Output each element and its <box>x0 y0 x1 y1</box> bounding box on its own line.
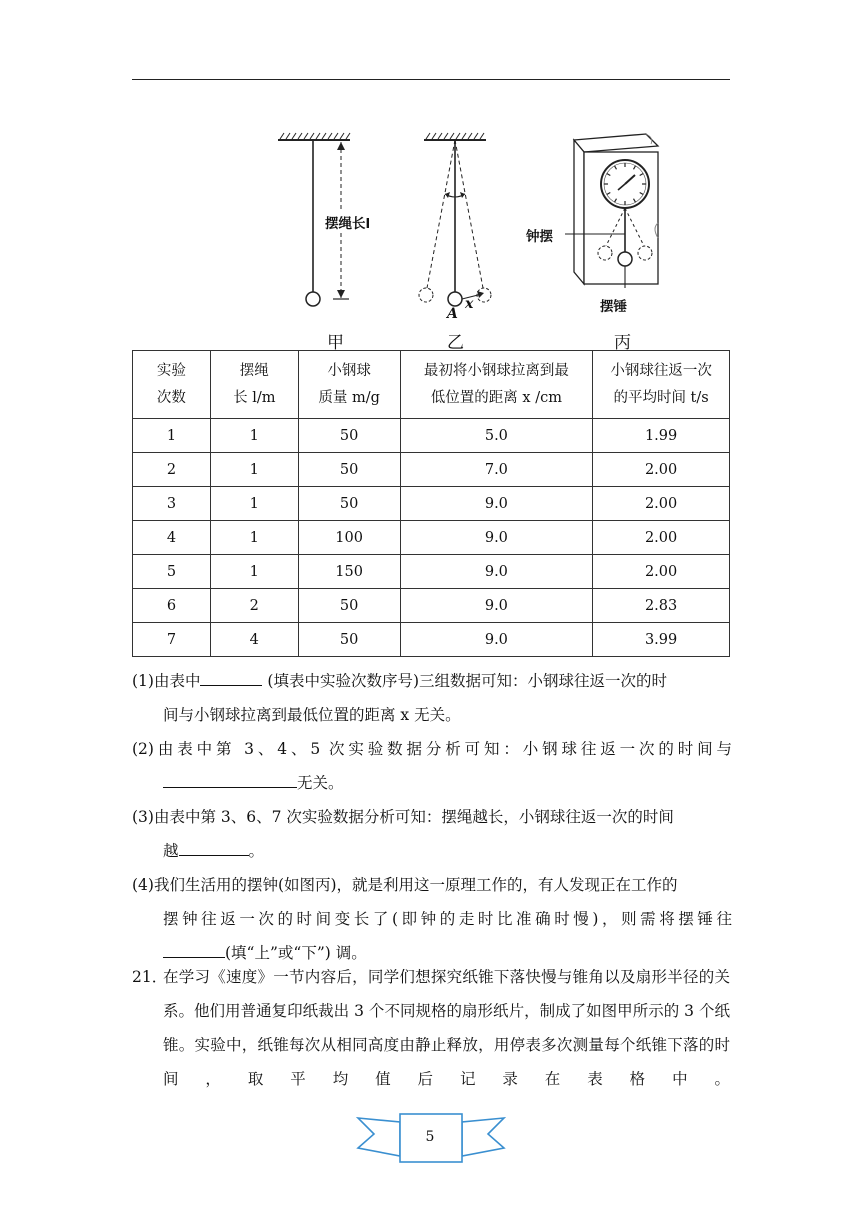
caption-jia: 甲 <box>327 333 344 353</box>
answer-blank-4[interactable] <box>163 937 225 958</box>
question-1: (1)由表中 (填表中实验次数序号)三组数据可知：小钢球往返一次的时 间与小钢球拉离到最低位置的距离 x 无关。 <box>132 664 732 732</box>
table-row: 3 1 50 9.0 2.00 <box>133 487 730 521</box>
question-21-text: 在学习《速度》一节内容后，同学们想探究纸锥下落快慢与锥角以及扇形半径的关系。他们用普通复印纸裁出 3 个不同规格的扇形纸片，制成了如图甲所示的 3 个纸锥。实验中，纸锥每次从相同高度由静止释放，用停表多次测量每个纸锥下落的时间，取平均值后记录在表格中。 <box>163 968 730 1088</box>
rope-length-label: 摆绳长l <box>325 216 371 232</box>
header-rule <box>132 79 730 80</box>
table-row: 5 1 150 9.0 2.00 <box>133 555 730 589</box>
question-3: (3)由表中第 3、6、7 次实验数据分析可知：摆绳越长，小钢球往返一次的时间 越 。 <box>132 808 674 860</box>
table-row: 6 2 50 9.0 2.83 <box>133 589 730 623</box>
header-rope-length: 摆绳 长 l/m <box>210 351 298 419</box>
table-header-row <box>133 351 730 419</box>
answer-blank-2[interactable] <box>163 767 297 788</box>
page-number: 5 <box>425 1129 435 1145</box>
question-21-number: 21． <box>132 968 168 986</box>
x-label: x <box>465 296 474 312</box>
answer-blank-1[interactable] <box>200 665 262 686</box>
header-ball-mass: 小钢球 质量 m/g <box>298 351 400 419</box>
table-row: 4 1 100 9.0 2.00 <box>133 521 730 555</box>
figure-bing <box>520 128 670 323</box>
figure-jia <box>270 128 371 313</box>
table-row: 2 1 50 7.0 2.00 <box>133 453 730 487</box>
header-period: 小钢球往返一次 的平均时间 t/s <box>593 351 730 419</box>
bob-label: 摆锤 <box>600 299 627 315</box>
pendulum-label: 钟摆 <box>526 229 553 245</box>
question-2: (2)由表中第 3、4、5 次实验数据分析可知：小钢球往返一次的时间与 无关。 <box>132 740 732 792</box>
table-row: 1 1 50 5.0 1.99 <box>133 419 730 453</box>
caption-bing: 丙 <box>614 333 631 353</box>
experiment-table <box>132 350 730 657</box>
answer-blank-3[interactable] <box>179 835 249 856</box>
header-distance: 最初将小钢球拉离到最 低位置的距离 x /cm <box>400 351 593 419</box>
figure-yi <box>410 128 500 322</box>
caption-yi: 乙 <box>447 333 464 353</box>
point-a-label: A <box>447 306 458 322</box>
question-4: (4)我们生活用的摆钟(如图丙)，就是利用这一原理工作的，有人发现正在工作的 摆钟往返一次的时间变长了(即钟的走时比准确时慢)，则需将摆锤往 (填“上”或“下”) 调。 <box>132 876 732 962</box>
header-trial: 实验 次数 <box>133 351 211 419</box>
table-row: 7 4 50 9.0 3.99 <box>133 623 730 657</box>
